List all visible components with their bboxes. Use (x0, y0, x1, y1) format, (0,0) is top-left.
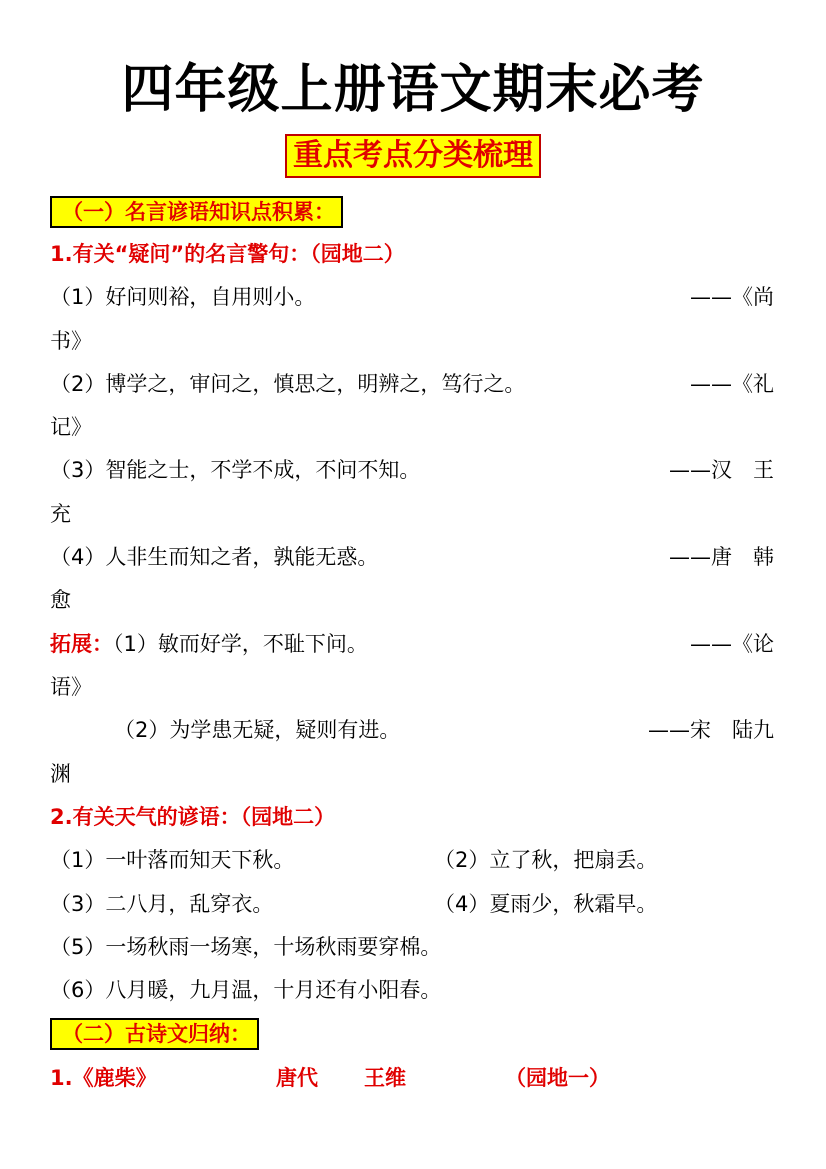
quote-4-source-start: ——唐 韩 (669, 545, 774, 569)
quote-2-text: （2）博学之，审问之，慎思之，明辨之，笃行之。 (50, 372, 526, 396)
quote-4-text: （4）人非生而知之者，孰能无惑。 (50, 545, 379, 569)
quote-3-text: （3）智能之士，不学不成，不问不知。 (50, 458, 421, 482)
quote-2-source-start: ——《礼 (690, 372, 774, 396)
extension-1-text: （1）敏而好学，不耻下问。 (113, 632, 368, 656)
quote-3-source-start: ——汉 王 (669, 458, 774, 482)
page-title: 四年级上册语文期末必考 (121, 60, 705, 120)
proverb-5: （5）一场秋雨一场寒，十场秋雨要穿棉。 (50, 935, 442, 959)
proverb-6: （6）八月暖，九月温，十月还有小阳春。 (50, 978, 442, 1002)
quote-3-source-end: 充 (50, 502, 71, 526)
heading-weather-proverbs: 2.有关天气的谚语：（园地二） (50, 805, 336, 829)
heading-question-quotes: 1.有关“疑问”的名言警句：（园地二） (50, 242, 405, 266)
section-heading-proverbs: （一）名言谚语知识点积累： (50, 196, 343, 228)
extension-2-source-start: ——宋 陆九 (648, 718, 774, 742)
poem-1-source: （园地一） (505, 1066, 610, 1090)
poem-1-title: 1.《鹿柴》 (50, 1066, 157, 1090)
proverb-2: （2）立了秋，把扇丢。 (434, 848, 658, 872)
quote-1-text: （1）好问则裕，自用则小。 (50, 285, 316, 309)
extension-1-source-end: 语》 (50, 675, 92, 699)
proverb-4: （4）夏雨少，秋霜早。 (434, 892, 658, 916)
extension-2-text: （2）为学患无疑，疑则有进。 (114, 718, 401, 742)
page-subtitle: 重点考点分类梳理 (285, 134, 541, 178)
quote-1-source-end: 书》 (50, 329, 92, 353)
subtitle-wrap (0, 134, 826, 178)
quote-2-source-end: 记》 (50, 415, 92, 439)
extension-1-source-start: ——《论 (690, 632, 774, 656)
proverb-3: （3）二八月，乱穿衣。 (50, 892, 274, 916)
extension-2-source-end: 渊 (50, 762, 71, 786)
quote-1-source-start: ——《尚 (690, 285, 774, 309)
proverb-1: （1）一叶落而知天下秋。 (50, 848, 295, 872)
quote-4-source-end: 愈 (50, 588, 71, 612)
extension-row-1 (50, 630, 368, 658)
poem-1-author: 王维 (364, 1066, 406, 1090)
section-heading-poems: （二）古诗文归纳： (50, 1018, 259, 1050)
poem-1-dynasty: 唐代 (276, 1066, 318, 1090)
extension-label: 拓展： (50, 632, 113, 656)
